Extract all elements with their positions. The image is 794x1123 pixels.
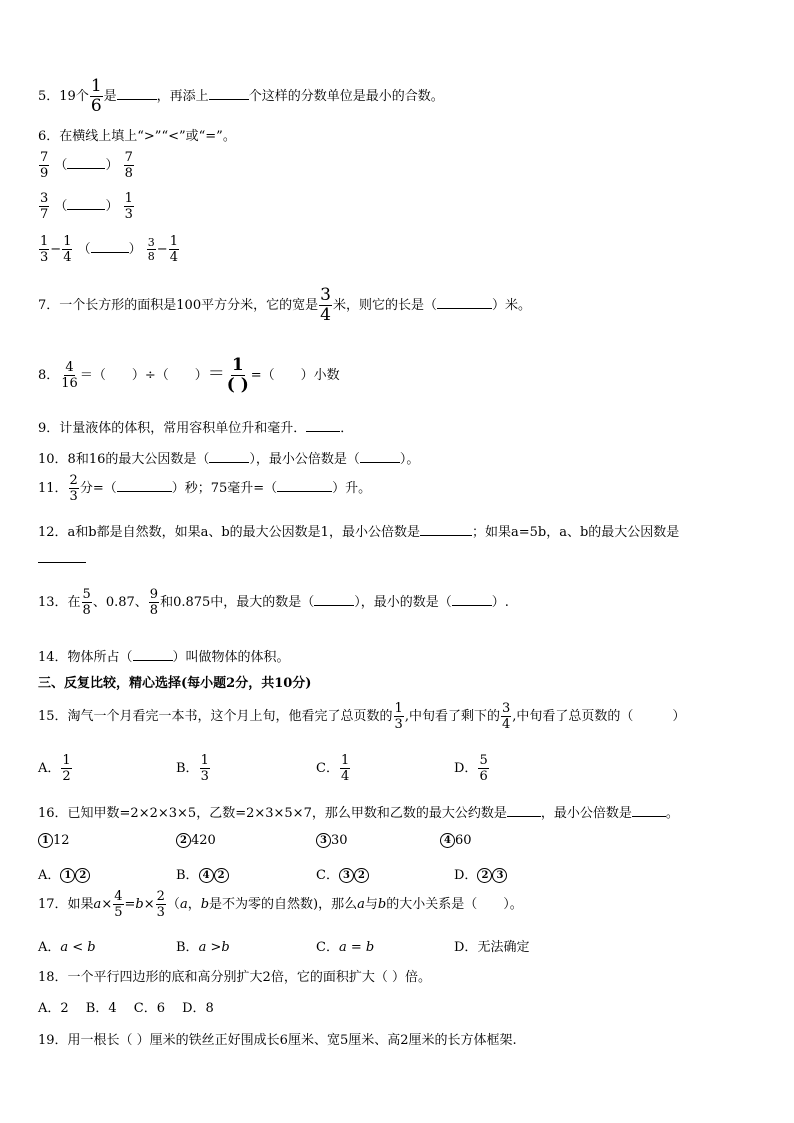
fraction: $\frac{1}{4}$	[169, 234, 178, 265]
question-15: 15．淘气一个月看完一本书，这个月上旬，他看完了总页数的 $\frac{1}{3}$ ,中旬看了剩下的 $\frac{3}{4}$ ,中旬看了总页数的（ ）	[38, 701, 686, 732]
fraction: $\frac{1}{3}$	[200, 753, 209, 784]
question-18-options[interactable]: A．2 B．4 C．6 D．8	[38, 1001, 214, 1016]
fraction: $\frac{1}{3}$	[40, 234, 49, 265]
question-9: 9．计量液体的体积，常用容积单位升和毫升． ．	[38, 421, 354, 436]
question-10: 10．8和16的最大公因数是（ ），最小公倍数是（ ）。	[38, 452, 420, 467]
option-d[interactable]: D． 2 3	[454, 864, 507, 883]
question-19: 19．用一根长（ ）厘米的铁丝正好围成长6厘米、宽5厘米、高2厘米的长方体框架.	[38, 1033, 517, 1048]
question-12-line-1: 12．a和b都是自然数，如果a、b的最大公因数是1，最小公倍数是 ；如果a=5b，a、b的最大公因数是	[38, 525, 680, 540]
fraction: $\frac{1}{6}$	[90, 76, 102, 116]
fraction: $\frac{1}{4}$	[340, 753, 350, 784]
choice-3: 3 30	[316, 833, 348, 848]
fraction: $\frac{3}{4}$	[320, 285, 331, 325]
fraction: $\frac{5}{8}$	[82, 587, 91, 618]
option-b[interactable]: B．a >b	[176, 940, 230, 955]
option-a[interactable]: A．a < b	[38, 940, 96, 955]
option-a[interactable]: A． $\frac{1}{2}$	[38, 753, 71, 784]
fraction: $\frac{7}{8}$	[124, 150, 133, 181]
answer-blank[interactable]	[632, 816, 666, 817]
fraction: $\frac{1}{2}$	[62, 753, 71, 784]
question-8: 8． $\frac{4}{16}$ ＝（ ）÷（ ）＝ $\frac{1}{( )}$ =（ ）小数	[38, 355, 340, 395]
fraction: $\frac{1}{3}$	[124, 191, 133, 222]
answer-blank[interactable]	[209, 462, 249, 463]
choice-4: 4 60	[440, 833, 472, 848]
fraction: $\frac{3}{4}$	[501, 701, 511, 732]
fraction: $\frac{1}{( )}$	[226, 355, 249, 395]
option-c[interactable]: C．a = b	[316, 940, 375, 955]
fraction: $\frac{4}{5}$	[114, 889, 123, 920]
answer-blank[interactable]	[437, 308, 492, 309]
fraction: $\frac{2}{3}$	[156, 889, 165, 920]
answer-blank[interactable]	[67, 168, 105, 169]
option-d[interactable]: D．无法确定	[454, 940, 530, 955]
answer-blank[interactable]	[420, 535, 472, 536]
answer-blank[interactable]	[117, 99, 157, 100]
answer-blank[interactable]	[452, 605, 492, 606]
question-18: 18．一个平行四边形的底和高分别扩大2倍，它的面积扩大（ ）倍。	[38, 970, 431, 985]
answer-blank[interactable]	[67, 209, 105, 210]
fraction: $\frac{9}{8}$	[149, 587, 159, 618]
option-c[interactable]: C． 3 2	[316, 864, 369, 883]
option-d[interactable]: D． $\frac{5}{6}$	[454, 753, 488, 784]
answer-blank[interactable]	[507, 816, 541, 817]
answer-blank[interactable]	[91, 252, 129, 253]
answer-blank[interactable]	[133, 660, 173, 661]
fraction: $\frac{1}{4}$	[63, 234, 72, 265]
question-6-title: 6．在横线上填上“>”“<”或“=”。	[38, 129, 236, 144]
question-16: 16．已知甲数=2×2×3×5，乙数=2×3×5×7，那么甲数和乙数的最大公约数是 ，最小公倍数是 。	[38, 806, 679, 821]
option-b[interactable]: B． $\frac{1}{3}$	[176, 753, 209, 784]
choice-2: 2 420	[176, 833, 216, 848]
question-6-row-1: $\frac{7}{9}$ （ ） $\frac{7}{8}$	[40, 150, 133, 181]
choice-1: 1 12	[38, 833, 70, 848]
answer-blank[interactable]	[38, 562, 86, 563]
question-17: 17．如果a× $\frac{4}{5}$ =b× $\frac{2}{3}$ （a，b是不为零的自然数)，那么a与b的大小关系是（ ）。	[38, 889, 523, 920]
question-11: 11． $\frac{2}{3}$ 分=（ ）秒；75毫升=（ ）升。	[38, 473, 372, 504]
question-12-line-2	[38, 552, 86, 567]
fraction: $\frac{3}{8}$	[147, 236, 155, 263]
question-7: 7．一个长方形的面积是100平方分米，它的宽是 $\frac{3}{4}$ 米，则它的长是（ ）米。	[38, 285, 531, 325]
option-b[interactable]: B． 4 2	[176, 864, 229, 883]
fraction: $\frac{3}{7}$	[40, 191, 49, 222]
fraction: $\frac{5}{6}$	[479, 753, 488, 784]
option-c[interactable]: C． $\frac{1}{4}$	[316, 753, 350, 784]
section-heading: 三、反复比较，精心选择(每小题2分，共10分)	[38, 676, 312, 691]
answer-blank[interactable]	[117, 491, 172, 492]
answer-blank[interactable]	[306, 431, 340, 432]
fraction: $\frac{1}{3}$	[394, 701, 403, 732]
option-a[interactable]: A． 1 2	[38, 864, 90, 883]
fraction: $\frac{7}{9}$	[40, 150, 49, 181]
answer-blank[interactable]	[314, 605, 354, 606]
question-5: 5．19个 $\frac{1}{6}$ 是 ，再添上 个这样的分数单位是最小的合数。	[38, 76, 444, 116]
question-6-row-3: $\frac{1}{3}$ − $\frac{1}{4}$ （ ） $\frac{3}{8}$ − $\frac{1}{4}$	[40, 234, 178, 265]
question-13: 13．在 $\frac{5}{8}$ 、0.87、 $\frac{9}{8}$ 和0.875中，最大的数是（ ），最小的数是（ ）.	[38, 587, 509, 618]
answer-blank[interactable]	[277, 491, 332, 492]
fraction: $\frac{2}{3}$	[69, 473, 78, 504]
question-6-row-2: $\frac{3}{7}$ （ ） $\frac{1}{3}$	[40, 191, 133, 222]
fraction: $\frac{4}{16}$	[61, 360, 78, 391]
answer-blank[interactable]	[209, 99, 249, 100]
question-14: 14．物体所占（ ）叫做物体的体积。	[38, 650, 290, 665]
answer-blank[interactable]	[360, 462, 400, 463]
